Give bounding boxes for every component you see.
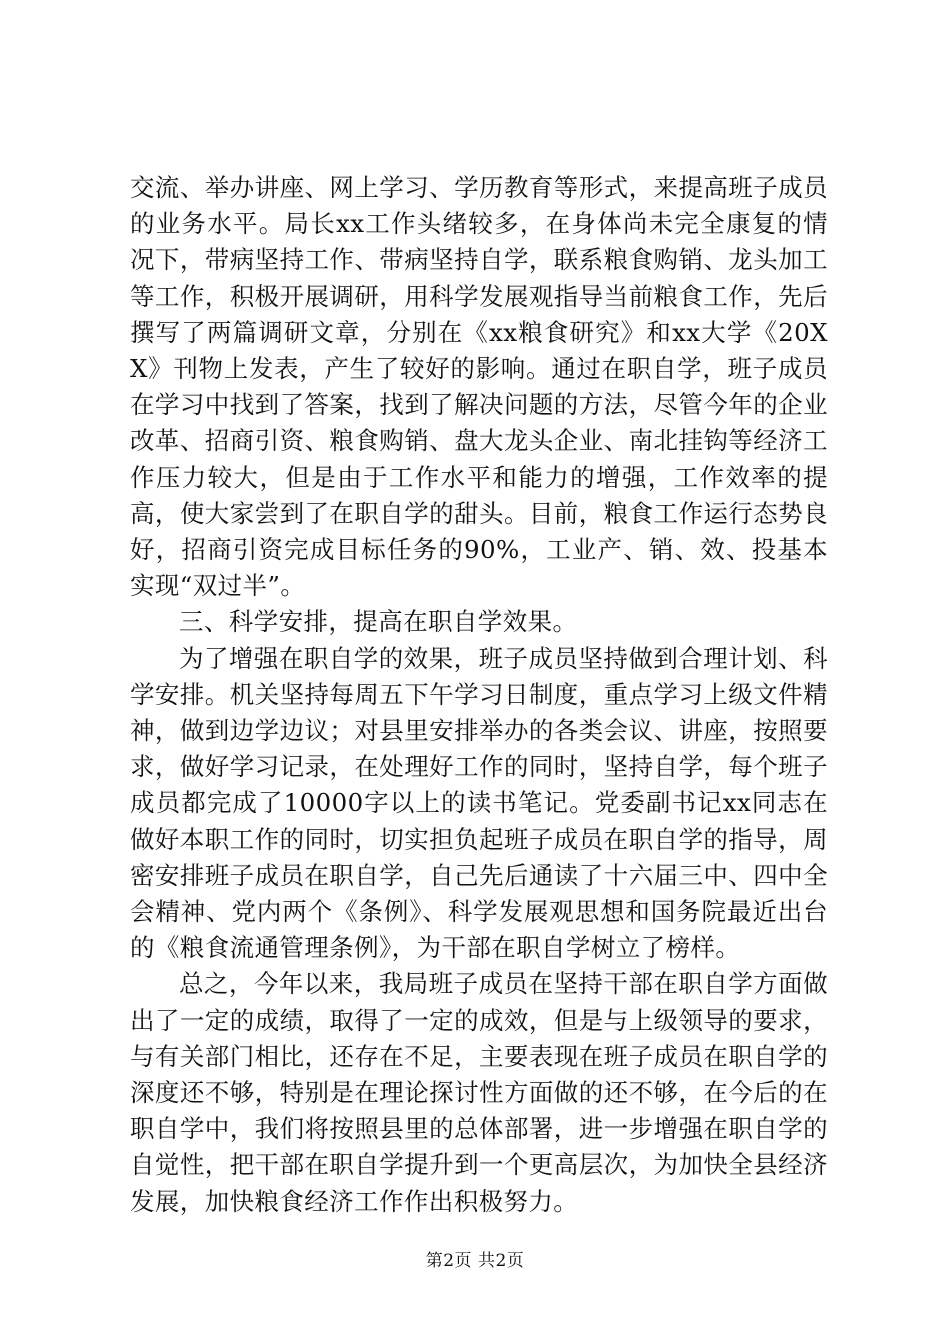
page-number-footer: 第2页 共2页	[425, 1251, 525, 1271]
paragraph-conclusion: 总之，今年以来，我局班子成员在坚持干部在职自学方面做出了一定的成绩，取得了一定的成效，但是与上级领导的要求，与有关部门相比，还存在不足，主要表现在班子成员在职自学的深度还不够，特别是在理论探讨性方面做的还不够，在今后的在职自学中，我们将按照县里的总体部署，进一步增强在职自学的自觉性，把干部在职自学提升到一个更高层次，为加快全县经济发展，加快粮食经济工作作出积极努力。	[130, 969, 828, 1216]
paragraph-study-arrangement: 为了增强在职自学的效果，班子成员坚持做到合理计划、科学安排。机关坚持每周五下午学习日制度，重点学习上级文件精神，做到边学边议；对县里安排举办的各类会议、讲座，按照要求，做好学习记录，在处理好工作的同时，坚持自学，每个班子成员都完成了10000字以上的读书笔记。党委副书记xx同志在做好本职工作的同时，切实担负起班子成员在职自学的指导，周密安排班子成员在职自学，自己先后通读了十六届三中、四中全会精神、党内两个《条例》、科学发展观思想和国务院最近出台的《粮食流通管理条例》，为干部在职自学树立了榜样。	[130, 643, 828, 963]
document-body	[130, 170, 828, 1220]
section-heading: 三、科学安排，提高在职自学效果。	[179, 607, 578, 637]
paragraph-continuation: 交流、举办讲座、网上学习、学历教育等形式，来提高班子成员的业务水平。局长xx工作头绪较多，在身体尚未完全康复的情况下，带病坚持工作、带病坚持自学，联系粮食购销、龙头加工等工作，积极开展调研，用科学发展观指导当前粮食工作，先后撰写了两篇调研文章，分别在《xx粮食研究》和xx大学《20XX》刊物上发表，产生了较好的影响。通过在职自学，班子成员在学习中找到了答案，找到了解决问题的方法，尽管今年的企业改革、招商引资、粮食购销、盘大龙头企业、南北挂钩等经济工作压力较大，但是由于工作水平和能力的增强，工作效率的提高，使大家尝到了在职自学的甜头。目前，粮食工作运行态势良好，招商引资完成目标任务的90%，工业产、销、效、投基本实现“双过半”。	[130, 173, 828, 601]
